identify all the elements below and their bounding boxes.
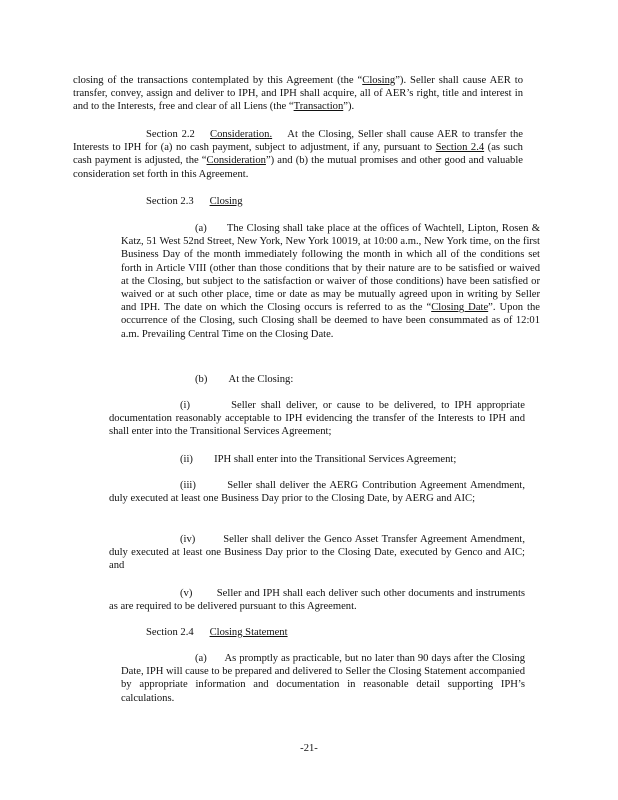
list-item-iv bbox=[109, 533, 525, 573]
paragraph-closing-continuation bbox=[73, 74, 523, 114]
text-segment: The Closing shall take place at the offices of Wachtell, Lipton, Rosen & Katz, 51 West 52nd Street, New York, New York 10019, at 10:00 a.m., New York time, on the first Business Day of the month immediately following the month in which all of the conditions set forth in Article VIII (other than those conditions that by their nature are to be satisfied or waived at the Closing, but subject to the satisfaction or waiver of those conditions) have been satisfied or waived or at such other place, time or date as may be mutually agreed upon in writing by Seller and IPH. The date on which the Closing occurs is referred to as the “ bbox=[121, 223, 540, 314]
item-text: IPH shall enter into the Transitional Services Agreement; bbox=[214, 454, 457, 465]
clause-label: (a) bbox=[195, 653, 207, 664]
text-segment: ”. Upon the occurrence of the Closing, such Closing shall be deemed to have been consummated as of 12:01 a.m. Prevailing Central Time on the Closing Date. bbox=[121, 302, 540, 340]
text-segment: closing of the transactions contemplated by this Agreement (the “ bbox=[73, 75, 363, 86]
section-number: Section 2.3 bbox=[146, 196, 194, 207]
text-segment: At the Closing, Seller shall cause AER to transfer the Interests to IPH for (a) no cash payment, subject to adjustment, if any, pursuant to bbox=[73, 129, 523, 154]
list-item-iii bbox=[109, 479, 525, 505]
list-item-ii bbox=[180, 453, 525, 466]
section-2-3-a bbox=[121, 222, 540, 341]
section-heading: Consideration. bbox=[210, 129, 273, 140]
section-2-4-heading bbox=[146, 626, 446, 639]
text-segment: ”). bbox=[343, 101, 355, 113]
section-2-3-heading bbox=[146, 195, 446, 208]
defined-term-consideration: Consideration bbox=[206, 155, 266, 167]
section-number: Section 2.2 bbox=[146, 129, 195, 140]
text-segment: ”) and (b) the mutual promises and other good and valuable consideration set forth in this Agreement. bbox=[73, 155, 523, 180]
item-text: Seller shall deliver the Genco Asset Transfer Agreement Amendment, duly executed at least one Business Day prior to the Closing Date, executed by Genco and AIC; and bbox=[109, 534, 526, 572]
defined-term-transaction: Transaction bbox=[293, 101, 344, 113]
section-number: Section 2.4 bbox=[146, 627, 194, 638]
clause-text: At the Closing: bbox=[228, 374, 294, 385]
section-heading: Closing Statement bbox=[209, 627, 288, 638]
item-text: Seller and IPH shall each deliver such other documents and instruments as are required to be delivered pursuant to this Agreement. bbox=[109, 588, 526, 613]
item-label: (v) bbox=[180, 588, 193, 599]
clause-label: (b) bbox=[195, 374, 208, 385]
section-2-3-b bbox=[195, 373, 495, 386]
defined-term-closing-date: Closing Date bbox=[431, 302, 489, 314]
section-2-4-a bbox=[121, 652, 525, 705]
clause-text: As promptly as practicable, but no later than 90 days after the Closing Date, IPH will cause to be prepared and delivered to Seller the Closing Statement accompanied by appropriate information and documentation in reasonable detail supporting IPH’s calculations. bbox=[121, 653, 526, 704]
section-2-2 bbox=[73, 128, 523, 181]
defined-term-closing: Closing bbox=[362, 75, 396, 86]
clause-label: (a) bbox=[195, 223, 207, 234]
item-label: (i) bbox=[180, 400, 190, 411]
item-label: (iv) bbox=[180, 534, 196, 545]
list-item-i bbox=[109, 399, 525, 439]
item-text: Seller shall deliver the AERG Contribution Agreement Amendment, duly executed at least one Business Day prior to the Closing Date, by AERG and AIC; bbox=[109, 480, 526, 505]
list-item-v bbox=[109, 587, 525, 613]
cross-reference: Section 2.4 bbox=[435, 142, 485, 154]
item-text: Seller shall deliver, or cause to be delivered, to IPH appropriate documentation reasonably acceptable to IPH evidencing the transfer of the Interests to IPH and shall enter into the Transitional Services Agreement; bbox=[109, 400, 525, 438]
section-heading: Closing bbox=[209, 196, 243, 207]
page-number: -21- bbox=[300, 743, 318, 754]
item-label: (iii) bbox=[180, 480, 196, 491]
text-segment: ”). Seller shall cause AER to transfer, convey, assign and deliver to IPH, and IPH shall acquire, all of AER’s right, title and interest in and to the Interests, free and clear of all Liens (the “ bbox=[73, 75, 523, 113]
text-segment: (as such cash payment is adjusted, the “ bbox=[73, 142, 523, 167]
item-label: (ii) bbox=[180, 454, 193, 465]
